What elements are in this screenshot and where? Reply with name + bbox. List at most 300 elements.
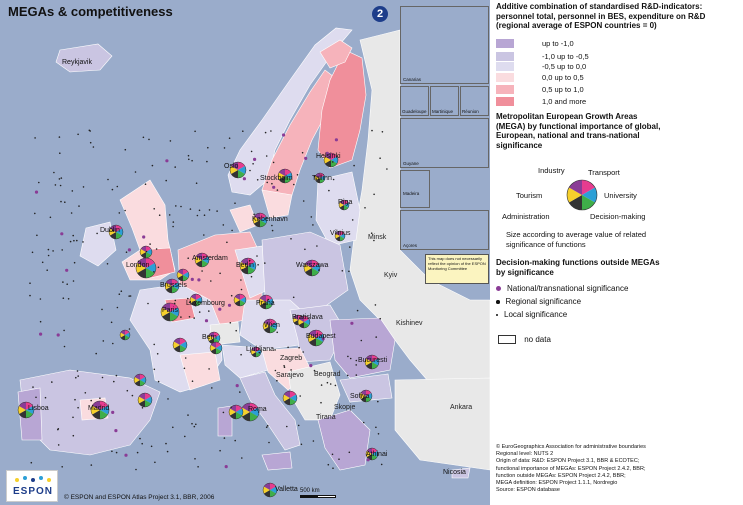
function-dot	[297, 174, 299, 176]
function-dot	[95, 353, 97, 355]
function-dot	[231, 230, 233, 232]
function-dot	[272, 186, 275, 189]
function-dot	[251, 151, 253, 153]
function-dot	[62, 281, 64, 283]
legend-decision-making: Decision-making	[590, 212, 646, 221]
function-dot	[264, 262, 266, 264]
city-label: Nicosia	[443, 469, 466, 476]
city-label: Tirana	[316, 414, 336, 421]
finland-region	[318, 50, 366, 168]
function-dot	[165, 180, 167, 182]
function-dot	[76, 240, 78, 242]
function-dot	[73, 240, 75, 242]
function-dot	[211, 387, 213, 389]
function-dot	[216, 210, 218, 212]
function-dot	[53, 172, 55, 174]
legend-class-row: -1,0 up to -0,5	[496, 51, 696, 62]
city-label: Athinai	[366, 451, 388, 458]
legend-tourism: Tourism	[516, 191, 543, 200]
function-dot	[328, 190, 330, 192]
function-dot	[196, 182, 198, 184]
function-dot	[65, 269, 68, 272]
function-dot	[367, 458, 370, 461]
function-dot	[282, 133, 285, 136]
function-dot	[270, 130, 272, 132]
function-dot	[193, 317, 195, 319]
function-dot	[197, 215, 199, 217]
function-dot	[287, 347, 289, 349]
function-dot	[57, 333, 60, 336]
function-dot	[99, 397, 101, 399]
function-dot	[311, 216, 313, 218]
city-label: Budapest	[306, 333, 336, 340]
city-label: Ankara	[450, 404, 473, 411]
function-dot	[52, 250, 54, 252]
function-dot	[135, 171, 137, 173]
function-dot	[34, 213, 36, 215]
function-dot	[114, 429, 117, 432]
function-dot	[240, 354, 242, 356]
function-dot	[184, 436, 186, 438]
function-dot	[165, 159, 168, 162]
legend-industry: Industry	[538, 166, 565, 175]
function-dot	[273, 162, 275, 164]
legend-class-row: 0,0 up to 0,5	[496, 72, 696, 83]
function-dot	[223, 412, 225, 414]
function-dot	[240, 279, 242, 281]
function-dot	[157, 353, 159, 355]
city-label: Madrid	[88, 405, 110, 412]
function-dot	[55, 184, 57, 186]
function-dot	[85, 392, 87, 394]
function-dot	[112, 189, 114, 191]
function-dot	[386, 168, 388, 170]
function-dot	[265, 132, 267, 134]
city-label: Minsk	[368, 234, 387, 241]
function-dot	[363, 422, 365, 424]
function-dot	[235, 330, 237, 332]
function-dot	[293, 184, 295, 186]
legend-class-row: 1,0 and more	[496, 96, 696, 107]
function-dot	[184, 368, 186, 370]
legend-dot-local: Local significance	[496, 310, 567, 319]
function-dot	[32, 252, 34, 254]
function-dot	[101, 309, 103, 311]
function-dot	[241, 269, 243, 271]
function-dot	[66, 283, 68, 285]
function-dot	[191, 423, 193, 425]
city-label: Oslo	[224, 163, 239, 170]
function-dot	[361, 340, 363, 342]
function-dot	[219, 273, 221, 275]
function-dot	[210, 280, 212, 282]
city-label: Riga	[338, 199, 353, 206]
function-dot	[188, 159, 190, 161]
function-dot	[143, 137, 145, 139]
function-dot	[185, 357, 187, 359]
function-dot	[290, 369, 292, 371]
function-dot	[256, 255, 258, 257]
function-dot	[111, 411, 114, 414]
function-dot	[356, 360, 358, 362]
function-dot	[231, 295, 233, 297]
mega-pie	[120, 330, 130, 340]
function-dot	[132, 395, 134, 397]
function-dot	[243, 177, 246, 180]
function-dot	[218, 308, 221, 311]
function-dot	[266, 155, 268, 157]
function-dot	[151, 446, 153, 448]
function-dot	[194, 458, 196, 460]
function-dot	[135, 469, 137, 471]
function-dot	[332, 454, 334, 456]
function-dot	[303, 200, 305, 202]
function-dot	[125, 149, 127, 151]
city-label: Sofiya	[350, 393, 370, 400]
function-dot	[375, 336, 377, 338]
function-dot	[349, 452, 351, 454]
function-dot	[77, 375, 79, 377]
function-dot	[236, 384, 239, 387]
scale-label: 500 km	[300, 488, 320, 494]
function-dot	[190, 208, 192, 210]
function-dot	[239, 391, 241, 393]
function-dot	[124, 210, 126, 212]
function-dot	[283, 365, 285, 367]
function-dot	[276, 380, 278, 382]
function-dot	[61, 249, 63, 251]
function-dot	[74, 262, 76, 264]
legend-administration: Administration	[502, 212, 550, 221]
function-dot	[121, 290, 123, 292]
function-dot	[77, 407, 79, 409]
legend-swatch	[496, 85, 514, 94]
function-dot	[152, 165, 154, 167]
inset-reunion: Réunion	[460, 86, 489, 116]
function-dot	[272, 230, 274, 232]
function-dot	[107, 263, 109, 265]
function-dot	[73, 280, 75, 282]
function-dot	[77, 134, 79, 136]
function-dot	[35, 191, 38, 194]
city-label: Beograd	[314, 371, 341, 378]
function-dot	[50, 217, 52, 219]
legend-swatch	[496, 97, 514, 106]
function-dot	[158, 267, 160, 269]
legend-outside-title: Decision-making functions outside MEGAs by significance	[496, 258, 660, 277]
function-dot	[199, 311, 201, 313]
function-dot	[48, 249, 50, 251]
function-dot	[347, 356, 349, 358]
function-dot	[34, 137, 36, 139]
city-label: Ljubljana	[246, 346, 275, 353]
legend-swatch	[496, 73, 514, 82]
function-dot	[58, 444, 60, 446]
mega-pie	[134, 374, 146, 386]
inset-martinique: Martinique	[430, 86, 459, 116]
function-dot	[72, 190, 74, 192]
function-dot	[379, 318, 381, 320]
legend-dot-national: National/transnational significance	[496, 284, 628, 293]
function-dot	[187, 257, 189, 259]
function-dot	[377, 401, 379, 403]
function-dot	[350, 358, 352, 360]
function-dot	[116, 452, 118, 454]
function-dot	[35, 397, 37, 399]
function-dot	[187, 414, 189, 416]
function-dot	[234, 440, 236, 442]
function-dot	[29, 282, 31, 284]
mega-pie	[138, 393, 152, 407]
function-dot	[107, 179, 109, 181]
function-dot	[72, 417, 74, 419]
function-dot	[208, 310, 210, 312]
function-dot	[234, 202, 236, 204]
function-dot	[45, 397, 47, 399]
function-dot	[126, 251, 128, 253]
function-dot	[51, 381, 53, 383]
function-dot	[241, 457, 243, 459]
function-dot	[268, 442, 270, 444]
function-dot	[304, 249, 306, 251]
city-label: Berlin	[236, 262, 254, 269]
city-label: Stockholm	[260, 175, 293, 182]
function-dot	[116, 375, 118, 377]
function-dot	[154, 462, 156, 464]
function-dot	[139, 438, 141, 440]
city-label: Valletta	[275, 486, 298, 493]
function-dot	[40, 321, 42, 323]
city-label: Wien	[264, 322, 280, 329]
city-label: Bucuresti	[358, 357, 388, 364]
city-label: Dublin	[100, 227, 120, 234]
function-dot	[375, 427, 377, 429]
function-dot	[78, 205, 80, 207]
function-dot	[328, 464, 330, 466]
mega-pie	[210, 342, 222, 354]
legend-size-note: Size according to average value of related significance of functions	[506, 230, 647, 249]
function-dot	[102, 377, 104, 379]
function-dot	[271, 183, 273, 185]
function-dot	[293, 297, 295, 299]
function-dot	[252, 163, 254, 165]
function-dot	[226, 242, 228, 244]
function-dot	[290, 238, 292, 240]
inset-madeira: Madeira	[400, 170, 430, 208]
function-dot	[224, 147, 226, 149]
function-dot	[192, 380, 194, 382]
function-dot	[197, 278, 200, 281]
city-label: Praha	[256, 300, 275, 307]
city-label: Sarajevo	[276, 372, 304, 379]
function-dot	[209, 209, 211, 211]
map-number-badge: 2	[372, 6, 388, 22]
legend-university: University	[604, 191, 637, 200]
legend-class-row: -0,5 up to 0,0	[496, 61, 696, 72]
function-dot	[40, 298, 42, 300]
function-dot	[128, 248, 131, 251]
mega-pie	[173, 338, 187, 352]
function-dot	[381, 464, 383, 466]
function-dot	[63, 297, 65, 299]
function-dot	[149, 243, 151, 245]
function-dot	[167, 398, 169, 400]
function-dot	[309, 364, 312, 367]
function-dot	[173, 221, 175, 223]
function-dot	[379, 157, 381, 159]
function-dot	[32, 386, 34, 388]
function-dot	[39, 333, 42, 336]
mega-pie	[177, 269, 189, 281]
function-dot	[352, 219, 354, 221]
function-dot	[38, 182, 40, 184]
function-dot	[230, 322, 232, 324]
legend-nodata-swatch	[498, 335, 516, 344]
function-dot	[154, 369, 156, 371]
function-dot	[205, 319, 208, 322]
function-dot	[75, 377, 77, 379]
espon-wordmark: ESPON	[12, 486, 53, 497]
city-label: Vilnius	[330, 230, 351, 237]
function-dot	[63, 330, 65, 332]
function-dot	[111, 451, 113, 453]
function-dot	[93, 146, 95, 148]
function-dot	[188, 155, 190, 157]
function-dot	[335, 138, 338, 141]
function-dot	[103, 340, 105, 342]
function-dot	[327, 382, 329, 384]
function-dot	[194, 426, 196, 428]
function-dot	[57, 429, 59, 431]
legend-no-data: no data	[498, 335, 551, 344]
function-dot	[180, 316, 182, 318]
function-dot	[330, 383, 332, 385]
function-dot	[274, 349, 276, 351]
mega-pie	[234, 294, 246, 306]
function-dot	[348, 271, 350, 273]
function-dot	[147, 303, 149, 305]
function-dot	[159, 214, 161, 216]
function-dot	[207, 147, 209, 149]
function-dot	[332, 467, 334, 469]
function-dot	[251, 276, 253, 278]
function-dot	[180, 206, 182, 208]
city-label: Zagreb	[280, 355, 303, 362]
scale-bar	[300, 488, 336, 498]
city-label: Brussels	[160, 282, 187, 289]
function-dot	[60, 201, 62, 203]
function-dot	[137, 452, 139, 454]
function-dot	[165, 443, 167, 445]
function-dot	[145, 183, 147, 185]
function-dot	[36, 235, 38, 237]
function-dot	[111, 322, 113, 324]
function-dot	[382, 131, 384, 133]
inset-acores: Açores	[400, 210, 489, 250]
legend-indicator-title: Additive combination of standardised R&D-indicators: personnel total, personnel in BES, expenditure on R&D (regional average of ESPON countries = 0)	[496, 2, 706, 30]
function-dot	[371, 130, 373, 132]
function-dot	[142, 235, 145, 238]
function-dot	[175, 300, 177, 302]
function-dot	[153, 271, 155, 273]
function-dot	[91, 464, 93, 466]
city-label: Helsinki	[316, 153, 341, 160]
city-label: Kishinev	[396, 320, 423, 327]
function-dot	[73, 435, 75, 437]
function-dot	[167, 451, 169, 453]
function-dot	[298, 347, 300, 349]
function-dot	[320, 402, 322, 404]
function-dot	[253, 158, 256, 161]
function-dot	[313, 440, 315, 442]
function-dot	[158, 381, 160, 383]
function-dot	[59, 152, 61, 154]
city-label: Warszawa	[296, 262, 329, 269]
city-label: København	[252, 216, 288, 223]
turkey-nodata	[395, 378, 490, 470]
function-dot	[228, 304, 231, 307]
function-dot	[146, 251, 148, 253]
function-dot	[112, 343, 114, 345]
function-dot	[267, 425, 269, 427]
function-dot	[48, 255, 50, 257]
map-title: MEGAs & competitiveness	[8, 4, 173, 19]
dot-national-icon	[496, 286, 501, 291]
function-dot	[304, 157, 307, 160]
function-dot	[29, 295, 31, 297]
function-dot	[124, 454, 127, 457]
function-dot	[206, 161, 208, 163]
function-dot	[169, 214, 171, 216]
dot-local-icon	[496, 314, 498, 316]
function-dot	[59, 136, 61, 138]
function-dot	[117, 186, 119, 188]
function-dot	[128, 295, 130, 297]
function-dot	[64, 201, 66, 203]
function-dot	[378, 433, 380, 435]
city-label: Paris	[162, 307, 178, 314]
function-dot	[312, 224, 314, 226]
function-dot	[253, 214, 255, 216]
function-dot	[204, 214, 206, 216]
function-dot	[46, 269, 48, 271]
function-dot	[321, 384, 323, 386]
map-disclaimer-note: This map does not necessarily reflect the opinion of the ESPON Monitoring Committee	[425, 254, 489, 284]
function-dot	[229, 137, 231, 139]
legend-swatch	[496, 52, 514, 61]
function-dot	[349, 246, 351, 248]
function-dot	[257, 179, 259, 181]
function-dot	[153, 344, 155, 346]
function-dot	[68, 298, 70, 300]
function-dot	[129, 328, 131, 330]
function-dot	[174, 303, 176, 305]
function-dot	[194, 131, 196, 133]
function-dot	[249, 170, 251, 172]
function-dot	[357, 310, 359, 312]
legend-mega-title: Metropolitan European Growth Areas (MEGA) by functional importance of global, European, national and trans-national significance	[496, 112, 661, 150]
function-dot	[170, 140, 172, 142]
city-label: Tallinn	[312, 175, 332, 182]
function-dot	[299, 395, 301, 397]
function-dot	[197, 466, 199, 468]
iceland-region	[56, 44, 112, 72]
scale-bar-graphic	[300, 495, 336, 498]
function-dot	[142, 407, 144, 409]
function-dot	[90, 142, 92, 144]
function-dot	[298, 425, 300, 427]
city-label: Bratislava	[292, 314, 323, 321]
